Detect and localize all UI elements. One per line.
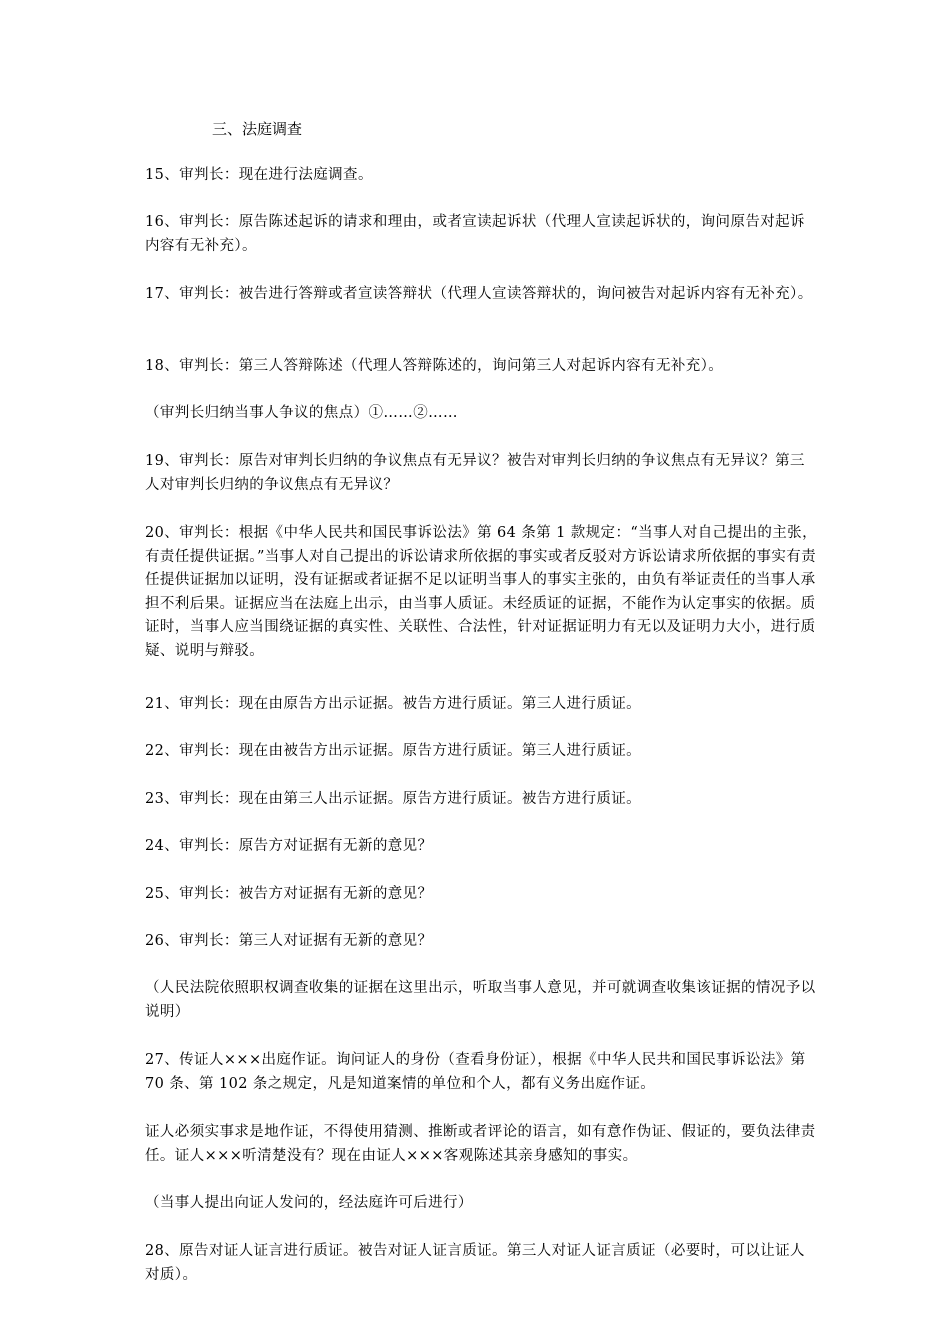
paragraph-21: 21、审判长：现在由原告方出示证据。被告方进行质证。第三人进行质证。 xyxy=(145,696,642,712)
paragraph-19: 19、审判长：原告对审判长归纳的争议焦点有无异议？被告对审判长归纳的争议焦点有无异议？第三人对审判长归纳的争议焦点有无异议？ xyxy=(145,453,805,493)
paragraph-24: 24、审判长：原告方对证据有无新的意见？ xyxy=(145,838,433,854)
paragraph-26: 26、审判长：第三人对证据有无新的意见？ xyxy=(145,933,433,949)
paragraph-court-evidence-note: （人民法院依照职权调查收集的证据在这里出示，听取当事人意见，并可就调查收集该证据的情况予以说明） xyxy=(145,980,816,1020)
paragraph-witness-obligation: 证人必须实事求是地作证，不得使用猜测、推断或者评论的语言，如有意作伪证、假证的，要负法律责任。证人×××听清楚没有？现在由证人×××客观陈述其亲身感知的事实。 xyxy=(145,1124,816,1164)
paragraph-25: 25、审判长：被告方对证据有无新的意见？ xyxy=(145,886,433,902)
paragraph-28: 28、原告对证人证言进行质证。被告对证人证言质证。第三人对证人证言质证（必要时，可以让证人对质）。 xyxy=(145,1243,805,1283)
paragraph-22: 22、审判长：现在由被告方出示证据。原告方进行质证。第三人进行质证。 xyxy=(145,743,642,759)
paragraph-questioning-note: （当事人提出向证人发问的，经法庭许可后进行） xyxy=(145,1195,473,1211)
paragraph-18: 18、审判长：第三人答辩陈述（代理人答辩陈述的，询问第三人对起诉内容有无补充）。 xyxy=(145,358,724,374)
section-heading: 三、法庭调查 xyxy=(212,120,303,138)
paragraph-27: 27、传证人×××出庭作证。询问证人的身份（查看身份证），根据《中华人民共和国民事诉讼法》第 70 条、第 102 条之规定，凡是知道案情的单位和个人，都有义务出庭作证。 xyxy=(145,1052,806,1092)
paragraph-23: 23、审判长：现在由第三人出示证据。原告方进行质证。被告方进行质证。 xyxy=(145,791,642,807)
paragraph-15: 15、审判长：现在进行法庭调查。 xyxy=(145,167,373,183)
paragraph-dispute-focus: （审判长归纳当事人争议的焦点）①……②…… xyxy=(145,405,458,421)
paragraph-17: 17、审判长：被告进行答辩或者宣读答辩状（代理人宣读答辩状的，询问被告对起诉内容有无补充）。 xyxy=(145,286,813,302)
paragraph-16: 16、审判长：原告陈述起诉的请求和理由，或者宣读起诉状（代理人宣读起诉状的，询问原告对起诉内容有无补充）。 xyxy=(145,214,805,254)
paragraph-20: 20、审判长：根据《中华人民共和国民事诉讼法》第 64 条第 1 款规定：“当事人对自己提出的主张，有责任提供证据。”当事人对自己提出的诉讼请求所依据的事实或者反驳对方诉讼请求所依据的事实有责任提供证据加以证明，没有证据或者证据不足以证明当事人的事实主张的，由负有举证责任的当事人承担不利后果。证据应当在法庭上出示，由当事人质证。未经质证的证据，不能作为认定事实的依据。质证时，当事人应当围绕证据的真实性、关联性、合法性，针对证据证明力有无以及证明力大小，进行质疑、说明与辩驳。 xyxy=(145,525,817,659)
